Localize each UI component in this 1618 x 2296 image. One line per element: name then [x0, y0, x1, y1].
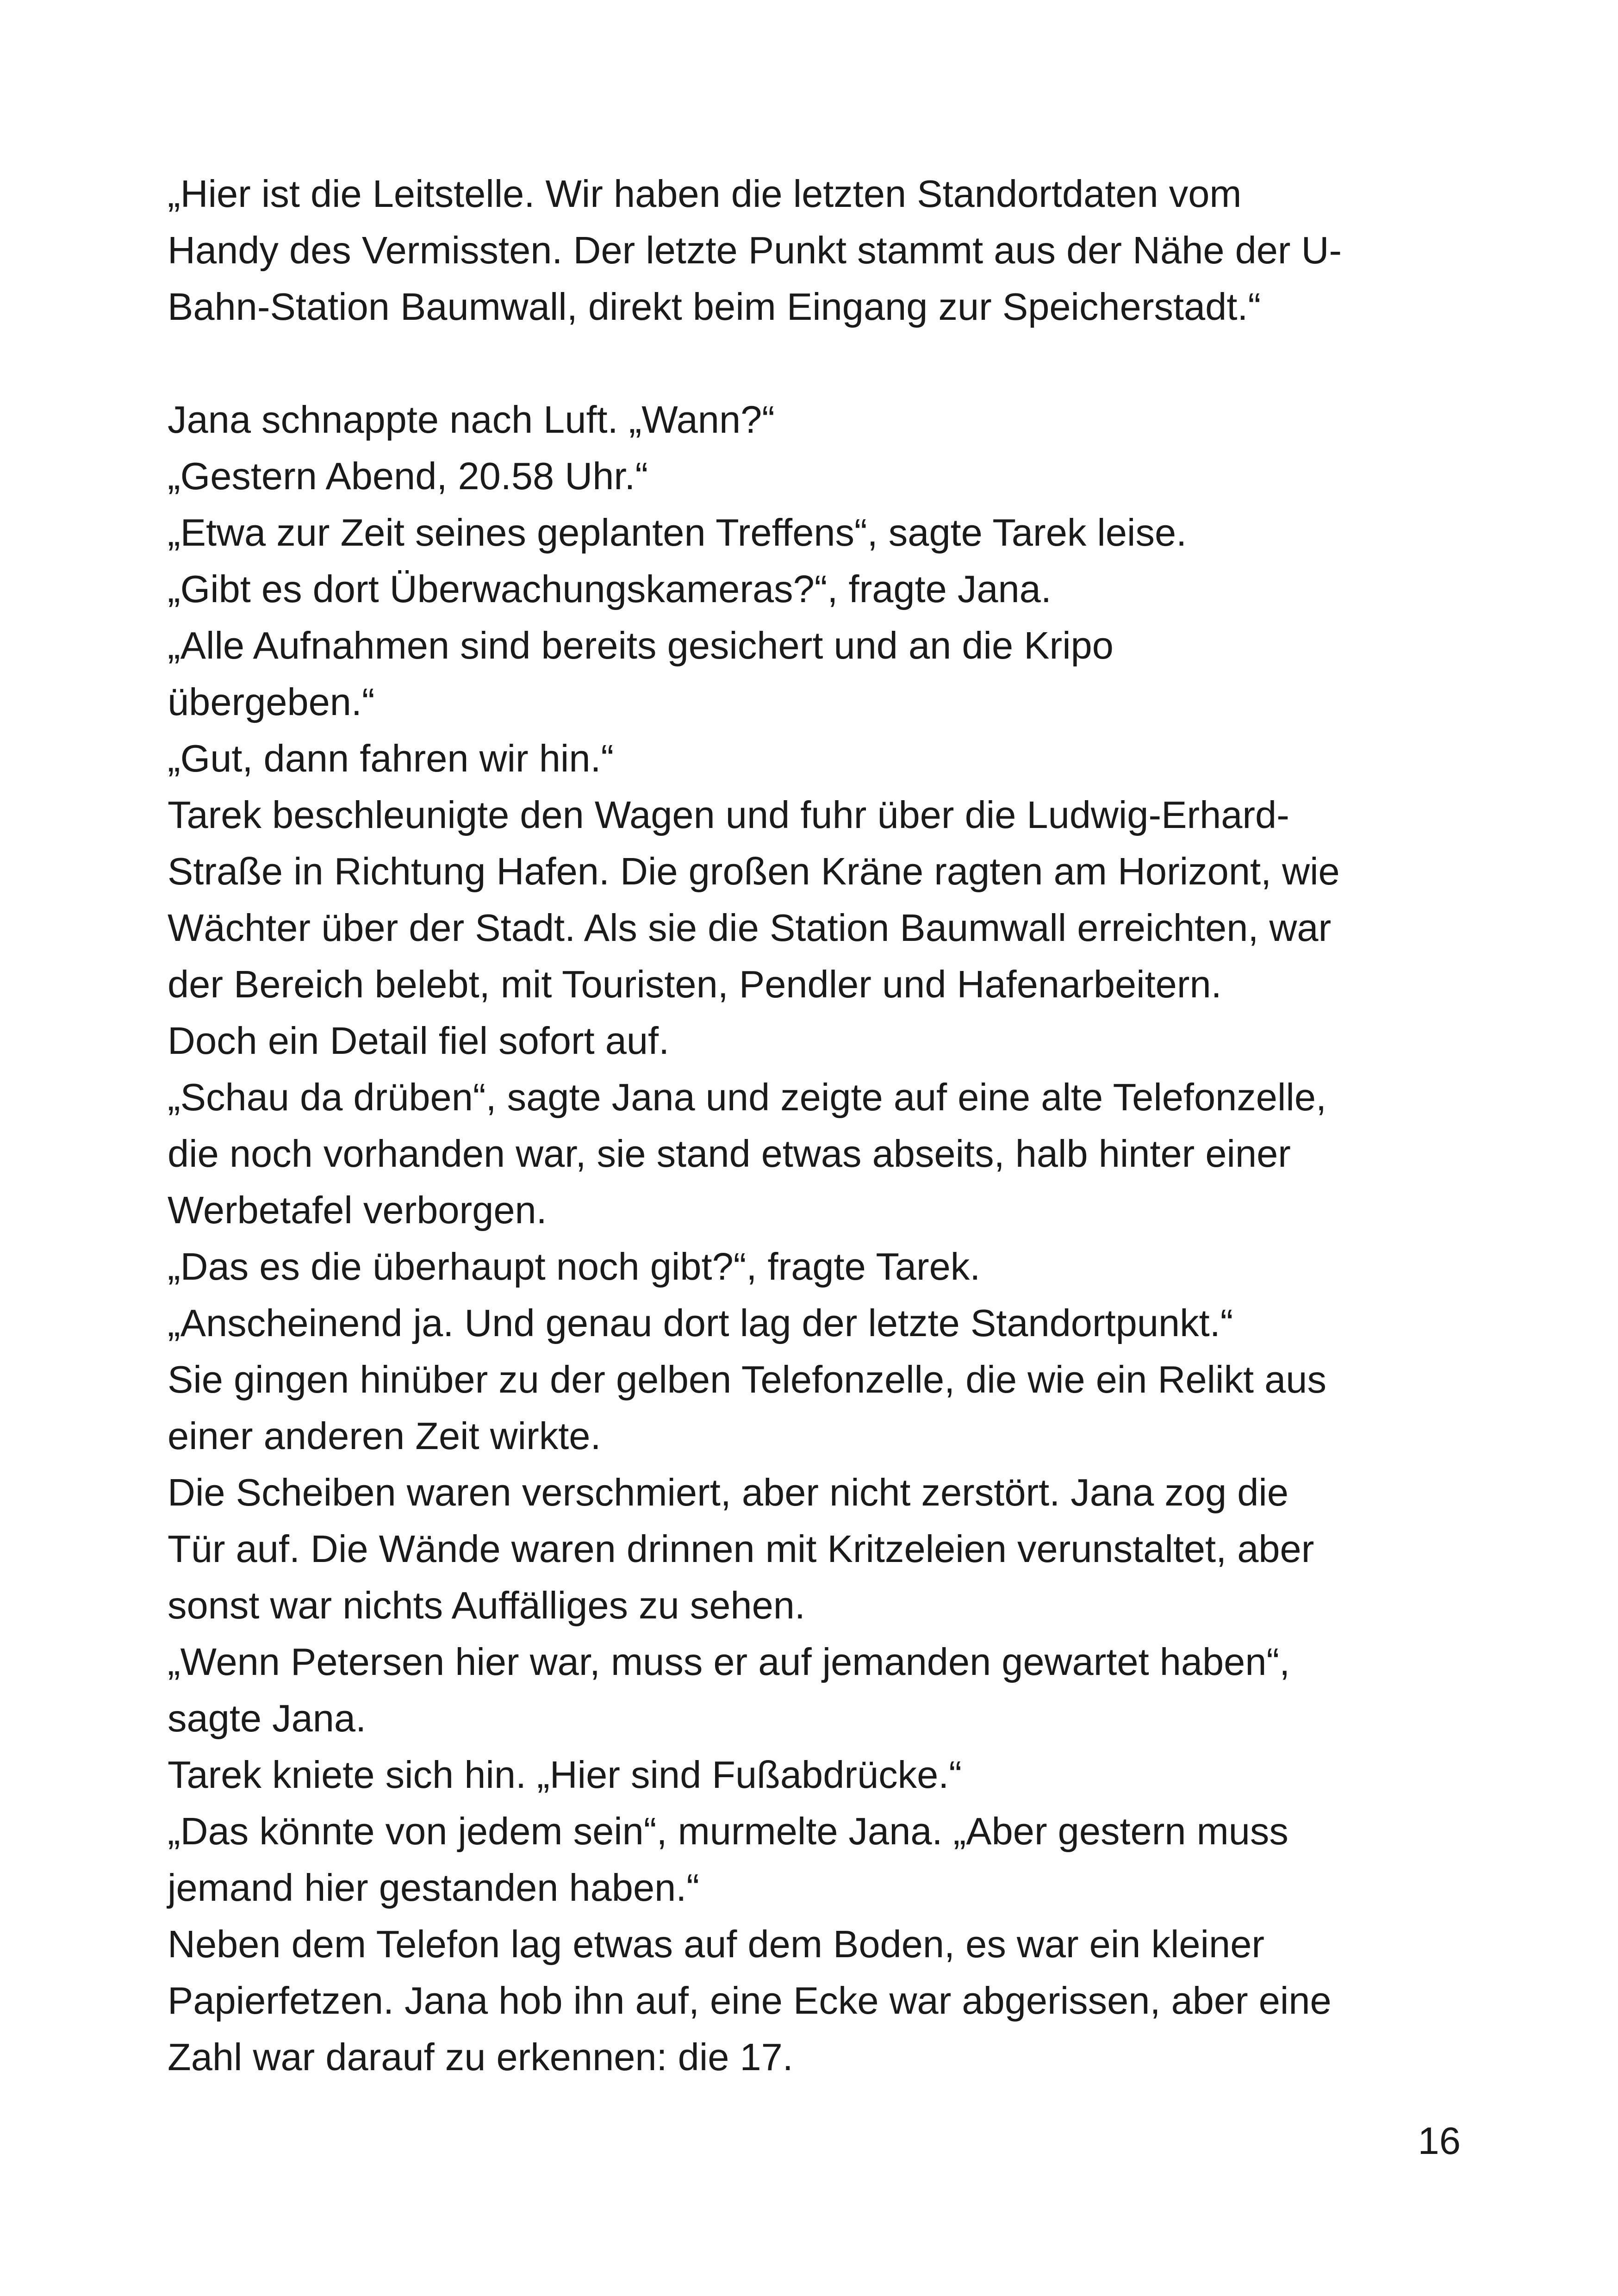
text-line: Tarek kniete sich hin. „Hier sind Fußabdrücke.“	[168, 1753, 962, 1796]
text-line: sagte Jana.	[168, 1697, 367, 1740]
text-line: jemand hier gestanden haben.“	[168, 1866, 699, 1909]
text-line: Handy des Vermissten. Der letzte Punkt stammt aus der Nähe der U-	[168, 229, 1342, 272]
text-line: Zahl war darauf zu erkennen: die 17.	[168, 2035, 793, 2078]
text-line: der Bereich belebt, mit Touristen, Pendler und Hafenarbeitern.	[168, 963, 1222, 1006]
text-line: Neben dem Telefon lag etwas auf dem Boden, es war ein kleiner	[168, 1923, 1264, 1966]
text-line: „Hier ist die Leitstelle. Wir haben die letzten Standortdaten vom	[168, 172, 1242, 215]
text-line: „Gut, dann fahren wir hin.“	[168, 737, 614, 780]
text-line: Bahn-Station Baumwall, direkt beim Eingang zur Speicherstadt.“	[168, 285, 1261, 328]
paragraph-gap	[168, 335, 1487, 392]
text-line: „Das könnte von jedem sein“, murmelte Jana. „Aber gestern muss	[168, 1810, 1288, 1853]
text-line: einer anderen Zeit wirkte.	[168, 1414, 601, 1457]
text-line: übergeben.“	[168, 680, 375, 723]
text-line: Werbetafel verborgen.	[168, 1188, 547, 1232]
text-line: „Etwa zur Zeit seines geplanten Treffens“, sagte Tarek leise.	[168, 511, 1187, 554]
text-line: Tarek beschleunigte den Wagen und fuhr über die Ludwig-Erhard-	[168, 793, 1289, 836]
text-line: Die Scheiben waren verschmiert, aber nicht zerstört. Jana zog die	[168, 1471, 1288, 1514]
text-line: sonst war nichts Auffälliges zu sehen.	[168, 1584, 805, 1627]
page-number: 16	[1418, 2119, 1461, 2162]
text-line: Papierfetzen. Jana hob ihn auf, eine Ecke war abgerissen, aber eine	[168, 1979, 1332, 2022]
text-line: Tür auf. Die Wände waren drinnen mit Kritzeleien verunstaltet, aber	[168, 1527, 1314, 1570]
text-line: Jana schnappte nach Luft. „Wann?“	[168, 398, 775, 441]
text-line: „Gibt es dort Überwachungskameras?“, fragte Jana.	[168, 567, 1052, 610]
text-line: Sie gingen hinüber zu der gelben Telefonzelle, die wie ein Relikt aus	[168, 1358, 1326, 1401]
text-line: „Schau da drüben“, sagte Jana und zeigte auf eine alte Telefonzelle,	[168, 1076, 1327, 1119]
text-line: Straße in Richtung Hafen. Die großen Kräne ragten am Horizont, wie	[168, 850, 1340, 893]
text-line: die noch vorhanden war, sie stand etwas abseits, halb hinter einer	[168, 1132, 1291, 1175]
text-line: „Anscheinend ja. Und genau dort lag der letzte Standortpunkt.“	[168, 1301, 1233, 1344]
text-line: „Alle Aufnahmen sind bereits gesichert und an die Kripo	[168, 624, 1114, 667]
paragraph-1	[168, 166, 1487, 335]
paragraph-2	[168, 392, 1487, 2085]
text-line: „Gestern Abend, 20.58 Uhr.“	[168, 454, 648, 498]
body-text	[168, 166, 1487, 2085]
text-line: „Wenn Petersen hier war, muss er auf jemanden gewartet haben“,	[168, 1640, 1290, 1683]
text-line: Doch ein Detail fiel sofort auf.	[168, 1019, 670, 1062]
text-line: Wächter über der Stadt. Als sie die Station Baumwall erreichten, war	[168, 906, 1332, 949]
text-line: „Das es die überhaupt noch gibt?“, fragte Tarek.	[168, 1245, 981, 1288]
